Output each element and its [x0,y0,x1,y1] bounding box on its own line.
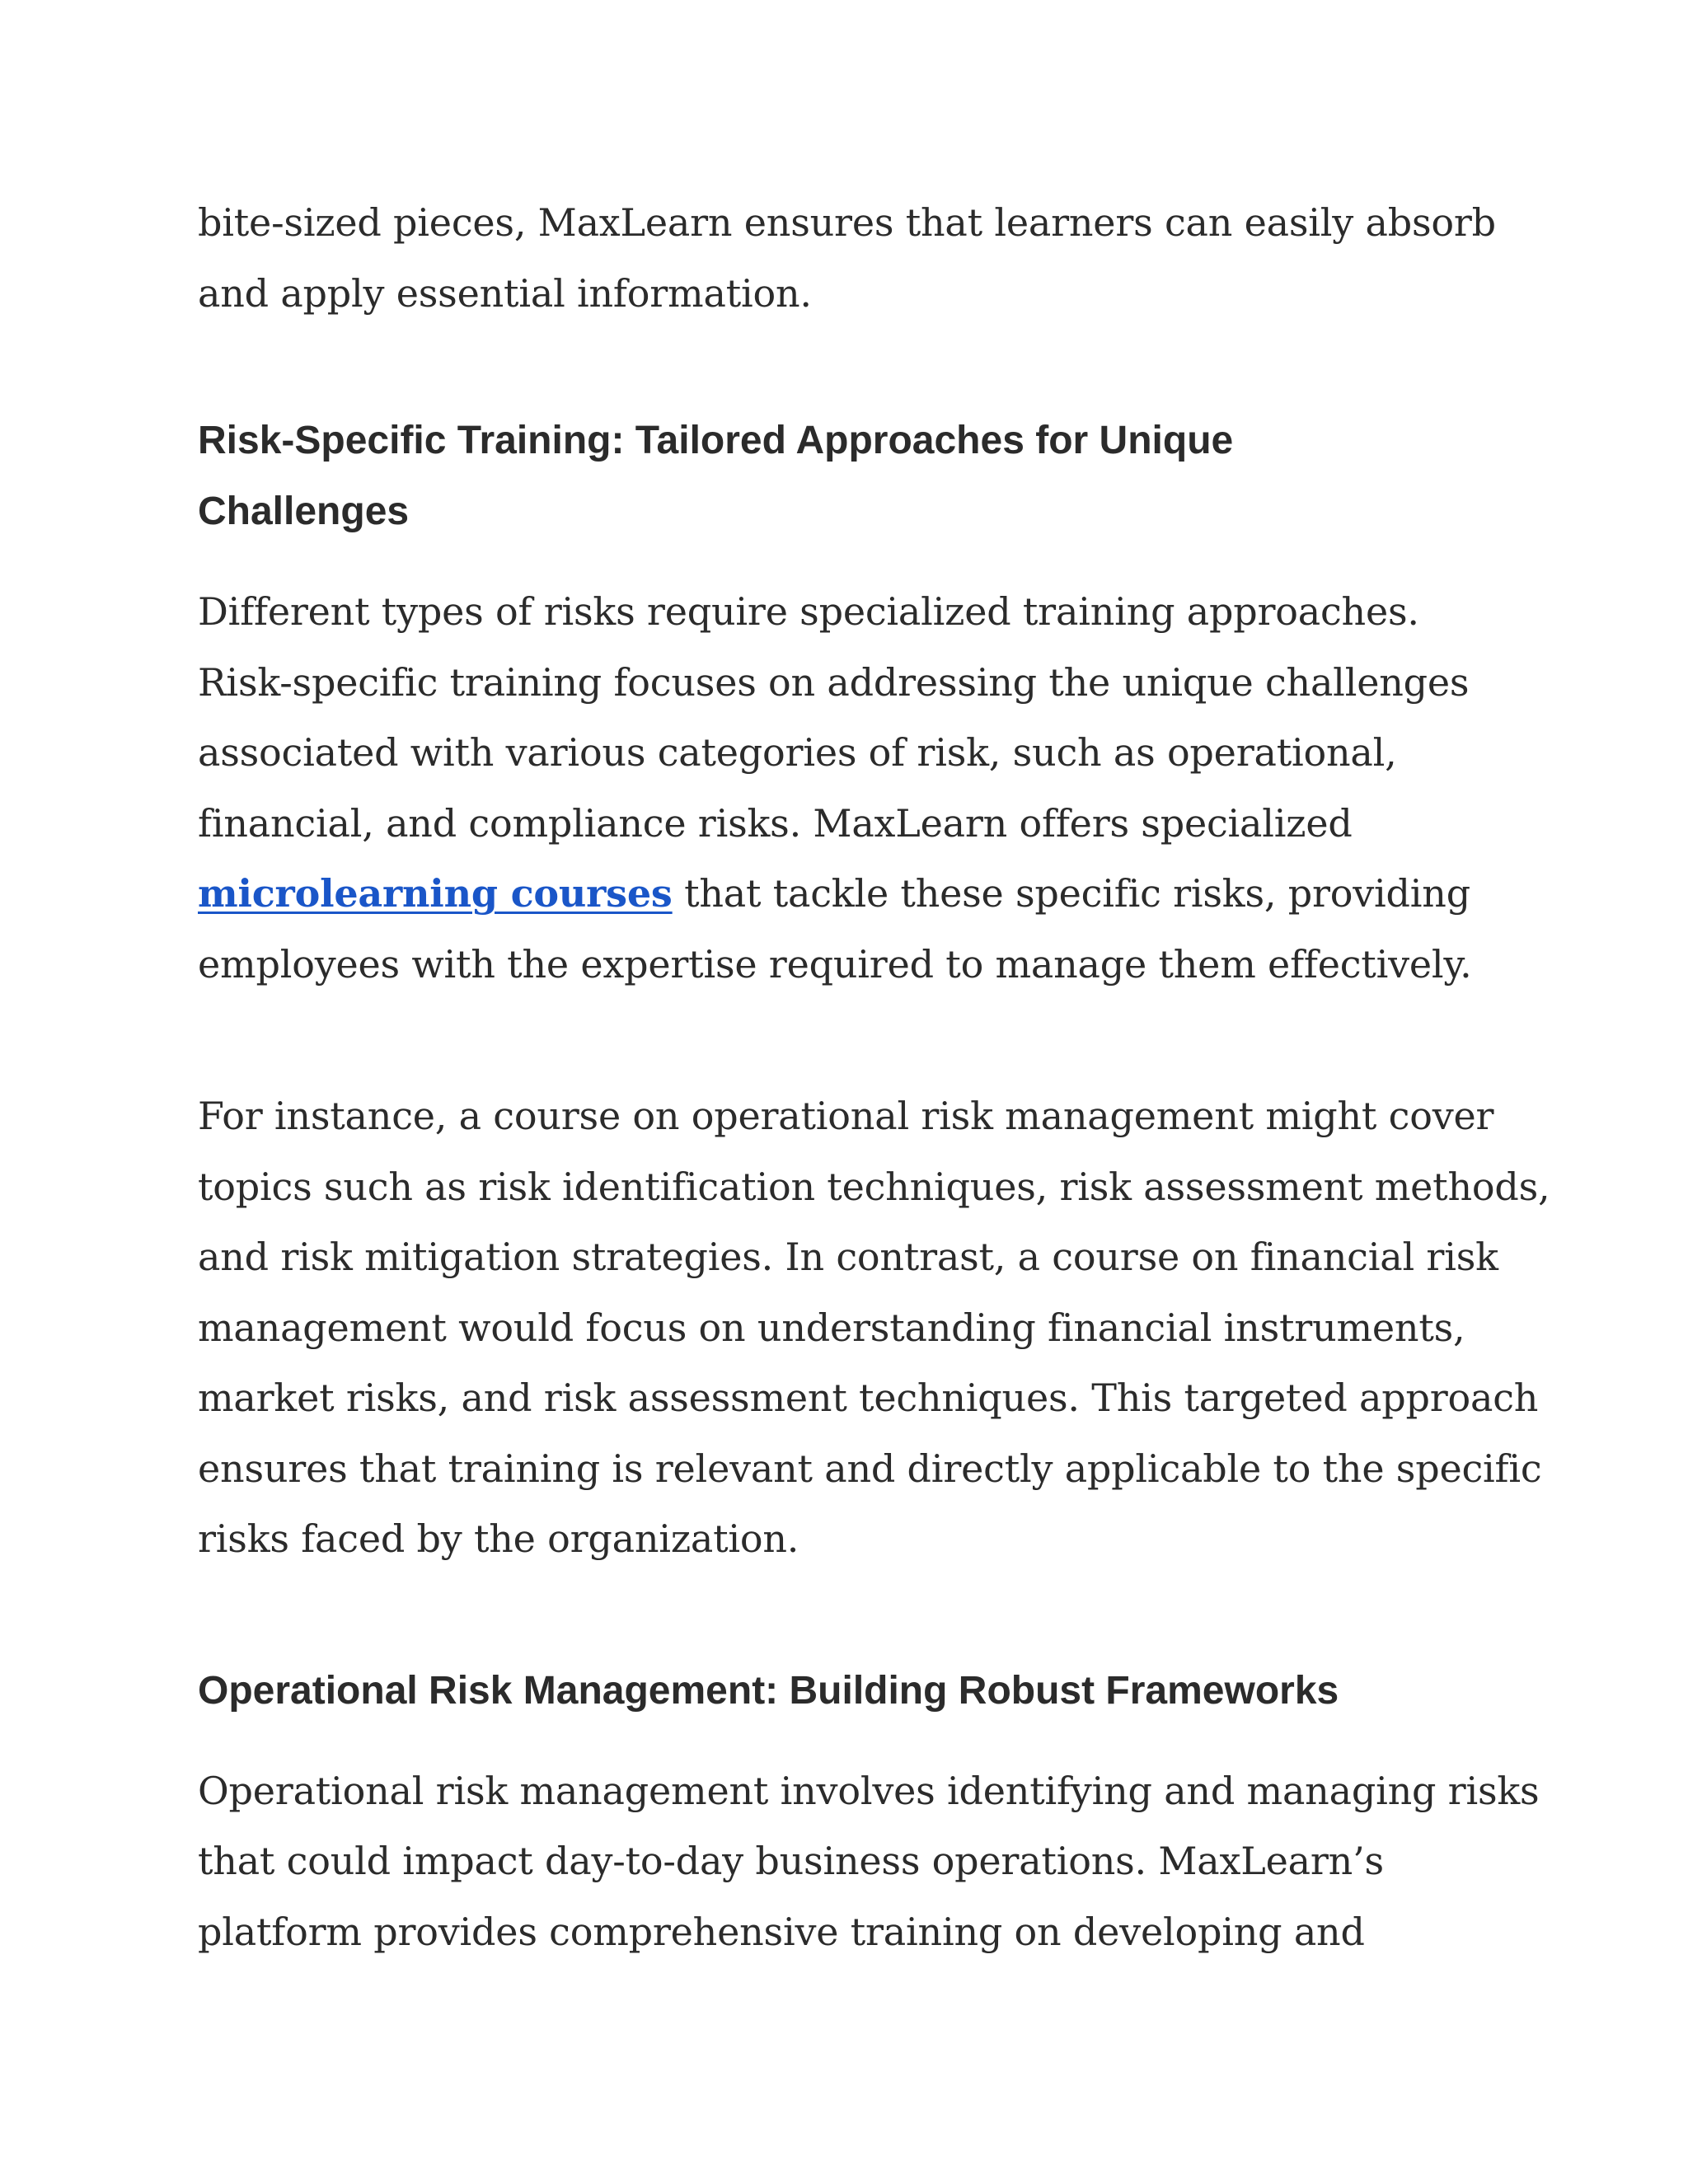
spacer [198,547,1517,577]
section-heading-risk-specific-training [198,405,1517,547]
spacer [198,1000,1517,1081]
text-line: For instance, a course on operational risk management might cover [198,1094,1494,1138]
spacer [198,329,1517,405]
text-line: market risks, and risk assessment techniques. This targeted approach [198,1376,1539,1420]
microlearning-courses-link[interactable]: microlearning courses [198,871,673,916]
text-line: topics such as risk identification techniques, risk assessment methods, [198,1164,1550,1209]
text-line: associated with various categories of risk, such as operational, [198,730,1397,775]
text-line: management would focus on understanding financial instruments, [198,1305,1465,1350]
text-line: bite-sized pieces, MaxLearn ensures that learners can easily absorb [198,200,1496,245]
text-line: Different types of risks require specialized training approaches. [198,589,1419,634]
text-line: employees with the expertise required to manage them effectively. [198,941,1472,987]
text-line: Risk-specific training focuses on addressing the unique challenges [198,659,1470,705]
intro-paragraph [198,188,1517,329]
heading-line: Risk-Specific Training: Tailored Approaches for Unique [198,419,1234,462]
section-heading-operational-risk [198,1656,1517,1727]
text-line-with-link [198,859,1517,930]
heading-line: Challenges [198,490,410,533]
text-segment: that tackle these specific risks, providing [672,871,1470,916]
text-line: risks faced by the organization. [198,1516,799,1561]
operational-risk-paragraph [198,1756,1540,1968]
text-line: financial, and compliance risks. MaxLearn offers specialized [198,800,1353,846]
for-instance-paragraph [198,1081,1550,1575]
risk-specific-paragraph [198,577,1517,1000]
spacer [198,1727,1517,1756]
text-line: ensures that training is relevant and directly applicable to the specific [198,1446,1542,1491]
document-page [198,188,1550,1967]
text-line: Operational risk management involves identifying and managing risks [198,1768,1540,1813]
spacer [198,1575,1517,1656]
heading-line: Operational Risk Management: Building Robust Frameworks [198,1668,1339,1713]
text-line: and risk mitigation strategies. In contrast, a course on financial risk [198,1235,1498,1279]
text-line: and apply essential information. [198,270,812,316]
text-line: that could impact day-to-day business operations. MaxLearn’s [198,1839,1384,1883]
text-line: platform provides comprehensive training on developing and [198,1909,1365,1954]
